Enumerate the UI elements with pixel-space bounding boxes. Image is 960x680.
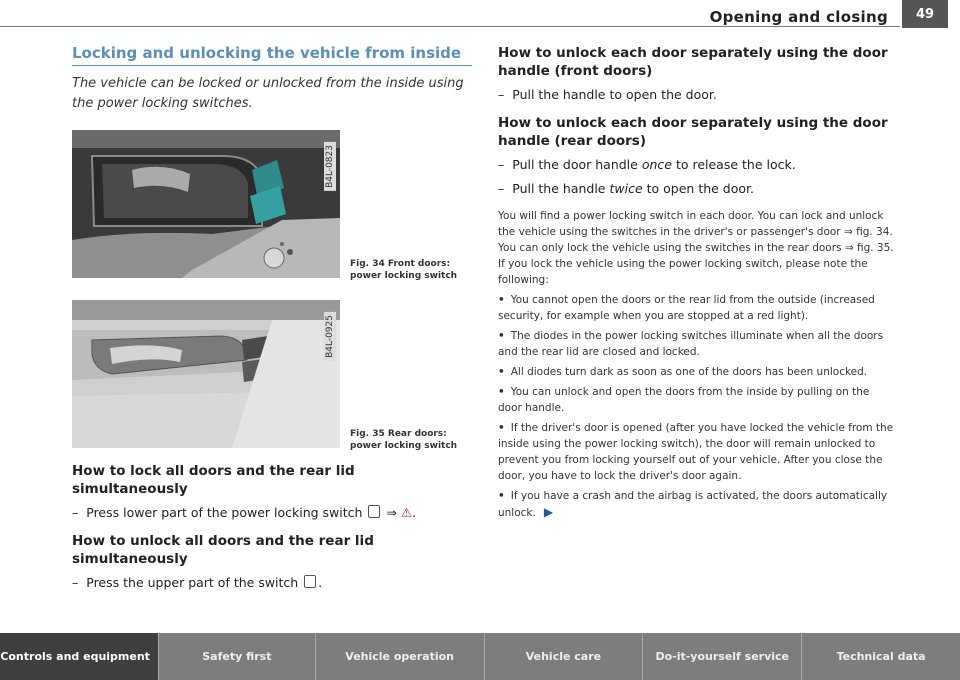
- figure-35: [72, 300, 340, 448]
- rear-doors-step-1: – Pull the door handle once to release the lock.: [498, 157, 796, 172]
- left-column: [72, 44, 472, 590]
- unlock-all-heading: How to unlock all doors and the rear lid simultaneously: [72, 533, 374, 567]
- bullet-text: The diodes in the power locking switches illuminate when all the doors and the rear lid are closed and locked.: [498, 330, 884, 358]
- ref-arrow: ⇒: [386, 505, 397, 520]
- lock-all-step: – Press lower part of the power locking switch ⇒ ⚠.: [72, 505, 417, 520]
- footer-tab-controls[interactable]: Controls and equipment: [0, 633, 159, 680]
- right-column: [498, 44, 896, 521]
- front-doors-heading: How to unlock each door separately using the door handle (front doors): [498, 45, 888, 79]
- chapter-title: Opening and closing: [709, 8, 888, 26]
- bullet-text: You cannot open the doors or the rear lid from the outside (increased security, for example when you are stopped at a red light).: [498, 294, 875, 322]
- lock-icon: [368, 505, 380, 518]
- footer-tab-technical-data[interactable]: Technical data: [836, 649, 926, 663]
- intro-text: The vehicle can be locked or unlocked from the inside using the power locking switches.: [72, 76, 464, 111]
- unlock-all-section: [72, 532, 472, 592]
- page-number: 49: [902, 0, 948, 28]
- step-text: Press the upper part of the switch: [86, 575, 299, 590]
- rear-door-photo: [72, 300, 340, 448]
- bullet-text: If you have a crash and the airbag is activated, the doors automatically unlock.: [498, 490, 888, 519]
- lock-all-section: [72, 462, 472, 522]
- figure-code: B4L-0925: [324, 312, 336, 361]
- body-paragraph: You will find a power locking switch in each door. You can lock and unlock the vehicle using the switches in the driver's or passenger's door ⇒ fig. 34. You can only lock the vehicle using the switches in the rear doors ⇒ fig. 35. If you lock the vehicle using the power locking switch, please note the following:: [498, 210, 894, 286]
- bullet-item: • If the driver's door is opened (after you have locked the vehicle from the inside using the power locking switch), the door will remain unlocked to prevent you from locking yourself out of your vehicle. After you close the door, you have to lock the driver's door again.: [498, 422, 894, 482]
- warning-icon: ⚠: [400, 505, 413, 520]
- footer-tab-diy-service[interactable]: Do-it-yourself service: [643, 633, 802, 680]
- step-emphasis: twice: [609, 181, 643, 196]
- step-text: Pull the handle: [512, 181, 610, 196]
- figure-34-caption: [350, 258, 480, 282]
- caption-title: Fig. 35 Rear doors:: [350, 429, 447, 439]
- lock-all-heading: How to lock all doors and the rear lid simultaneously: [72, 463, 355, 497]
- step-text: Pull the door handle: [512, 157, 642, 172]
- bullet-item: • The diodes in the power locking switches illuminate when all the doors and the rear lid are closed and locked.: [498, 330, 884, 358]
- bullet-item: • You can unlock and open the doors from the inside by pulling on the door handle.: [498, 386, 870, 414]
- bullet-text: All diodes turn dark as soon as one of the doors has been unlocked.: [510, 366, 868, 378]
- footer-nav: [0, 633, 960, 680]
- front-doors-step: – Pull the handle to open the door.: [498, 87, 717, 102]
- footer-tab-safety[interactable]: Safety first: [159, 633, 316, 680]
- footer-tab-vehicle-operation[interactable]: Vehicle operation: [316, 633, 485, 680]
- step-text: Pull the handle to open the door.: [512, 87, 717, 102]
- caption-subtitle: power locking switch: [350, 271, 458, 281]
- rear-doors-step-2: – Pull the handle twice to open the door.: [498, 181, 755, 196]
- bullet-text: You can unlock and open the doors from the inside by pulling on the door handle.: [498, 386, 870, 414]
- step-emphasis: once: [641, 157, 672, 172]
- figure-code: B4L-0823: [324, 142, 336, 191]
- bullet-item: • All diodes turn dark as soon as one of the doors has been unlocked.: [498, 366, 868, 378]
- caption-subtitle: power locking switch: [350, 441, 458, 451]
- header-rule: [0, 26, 900, 27]
- bullet-item: • If you have a crash and the airbag is activated, the doors automatically unlock. ▶: [498, 490, 888, 519]
- bullet-item: • You cannot open the doors or the rear lid from the outside (increased security, for example when you are stopped at a red light).: [498, 294, 875, 322]
- unlock-all-step: – Press the upper part of the switch .: [72, 575, 323, 590]
- bullet-text: If the driver's door is opened (after you have locked the vehicle from the inside using the power locking switch), the door will remain unlocked to prevent you from locking yourself out of your vehicle. After you close the door, you have to lock the driver's door again.: [498, 422, 894, 482]
- unlock-icon: [304, 575, 316, 588]
- front-door-photo: [72, 130, 340, 278]
- caption-title: Fig. 34 Front doors:: [350, 259, 451, 269]
- rear-doors-heading: How to unlock each door separately using the door handle (rear doors): [498, 115, 888, 149]
- footer-tab-vehicle-care[interactable]: Vehicle care: [485, 633, 644, 680]
- figure-34: [72, 130, 340, 278]
- step-text: to release the lock.: [671, 157, 796, 172]
- continue-arrow-icon: ▶: [543, 505, 554, 519]
- section-title: Locking and unlocking the vehicle from inside: [72, 44, 472, 66]
- step-text: Press lower part of the power locking switch: [86, 505, 363, 520]
- step-text: to open the door.: [642, 181, 755, 196]
- figure-35-caption: [350, 428, 480, 452]
